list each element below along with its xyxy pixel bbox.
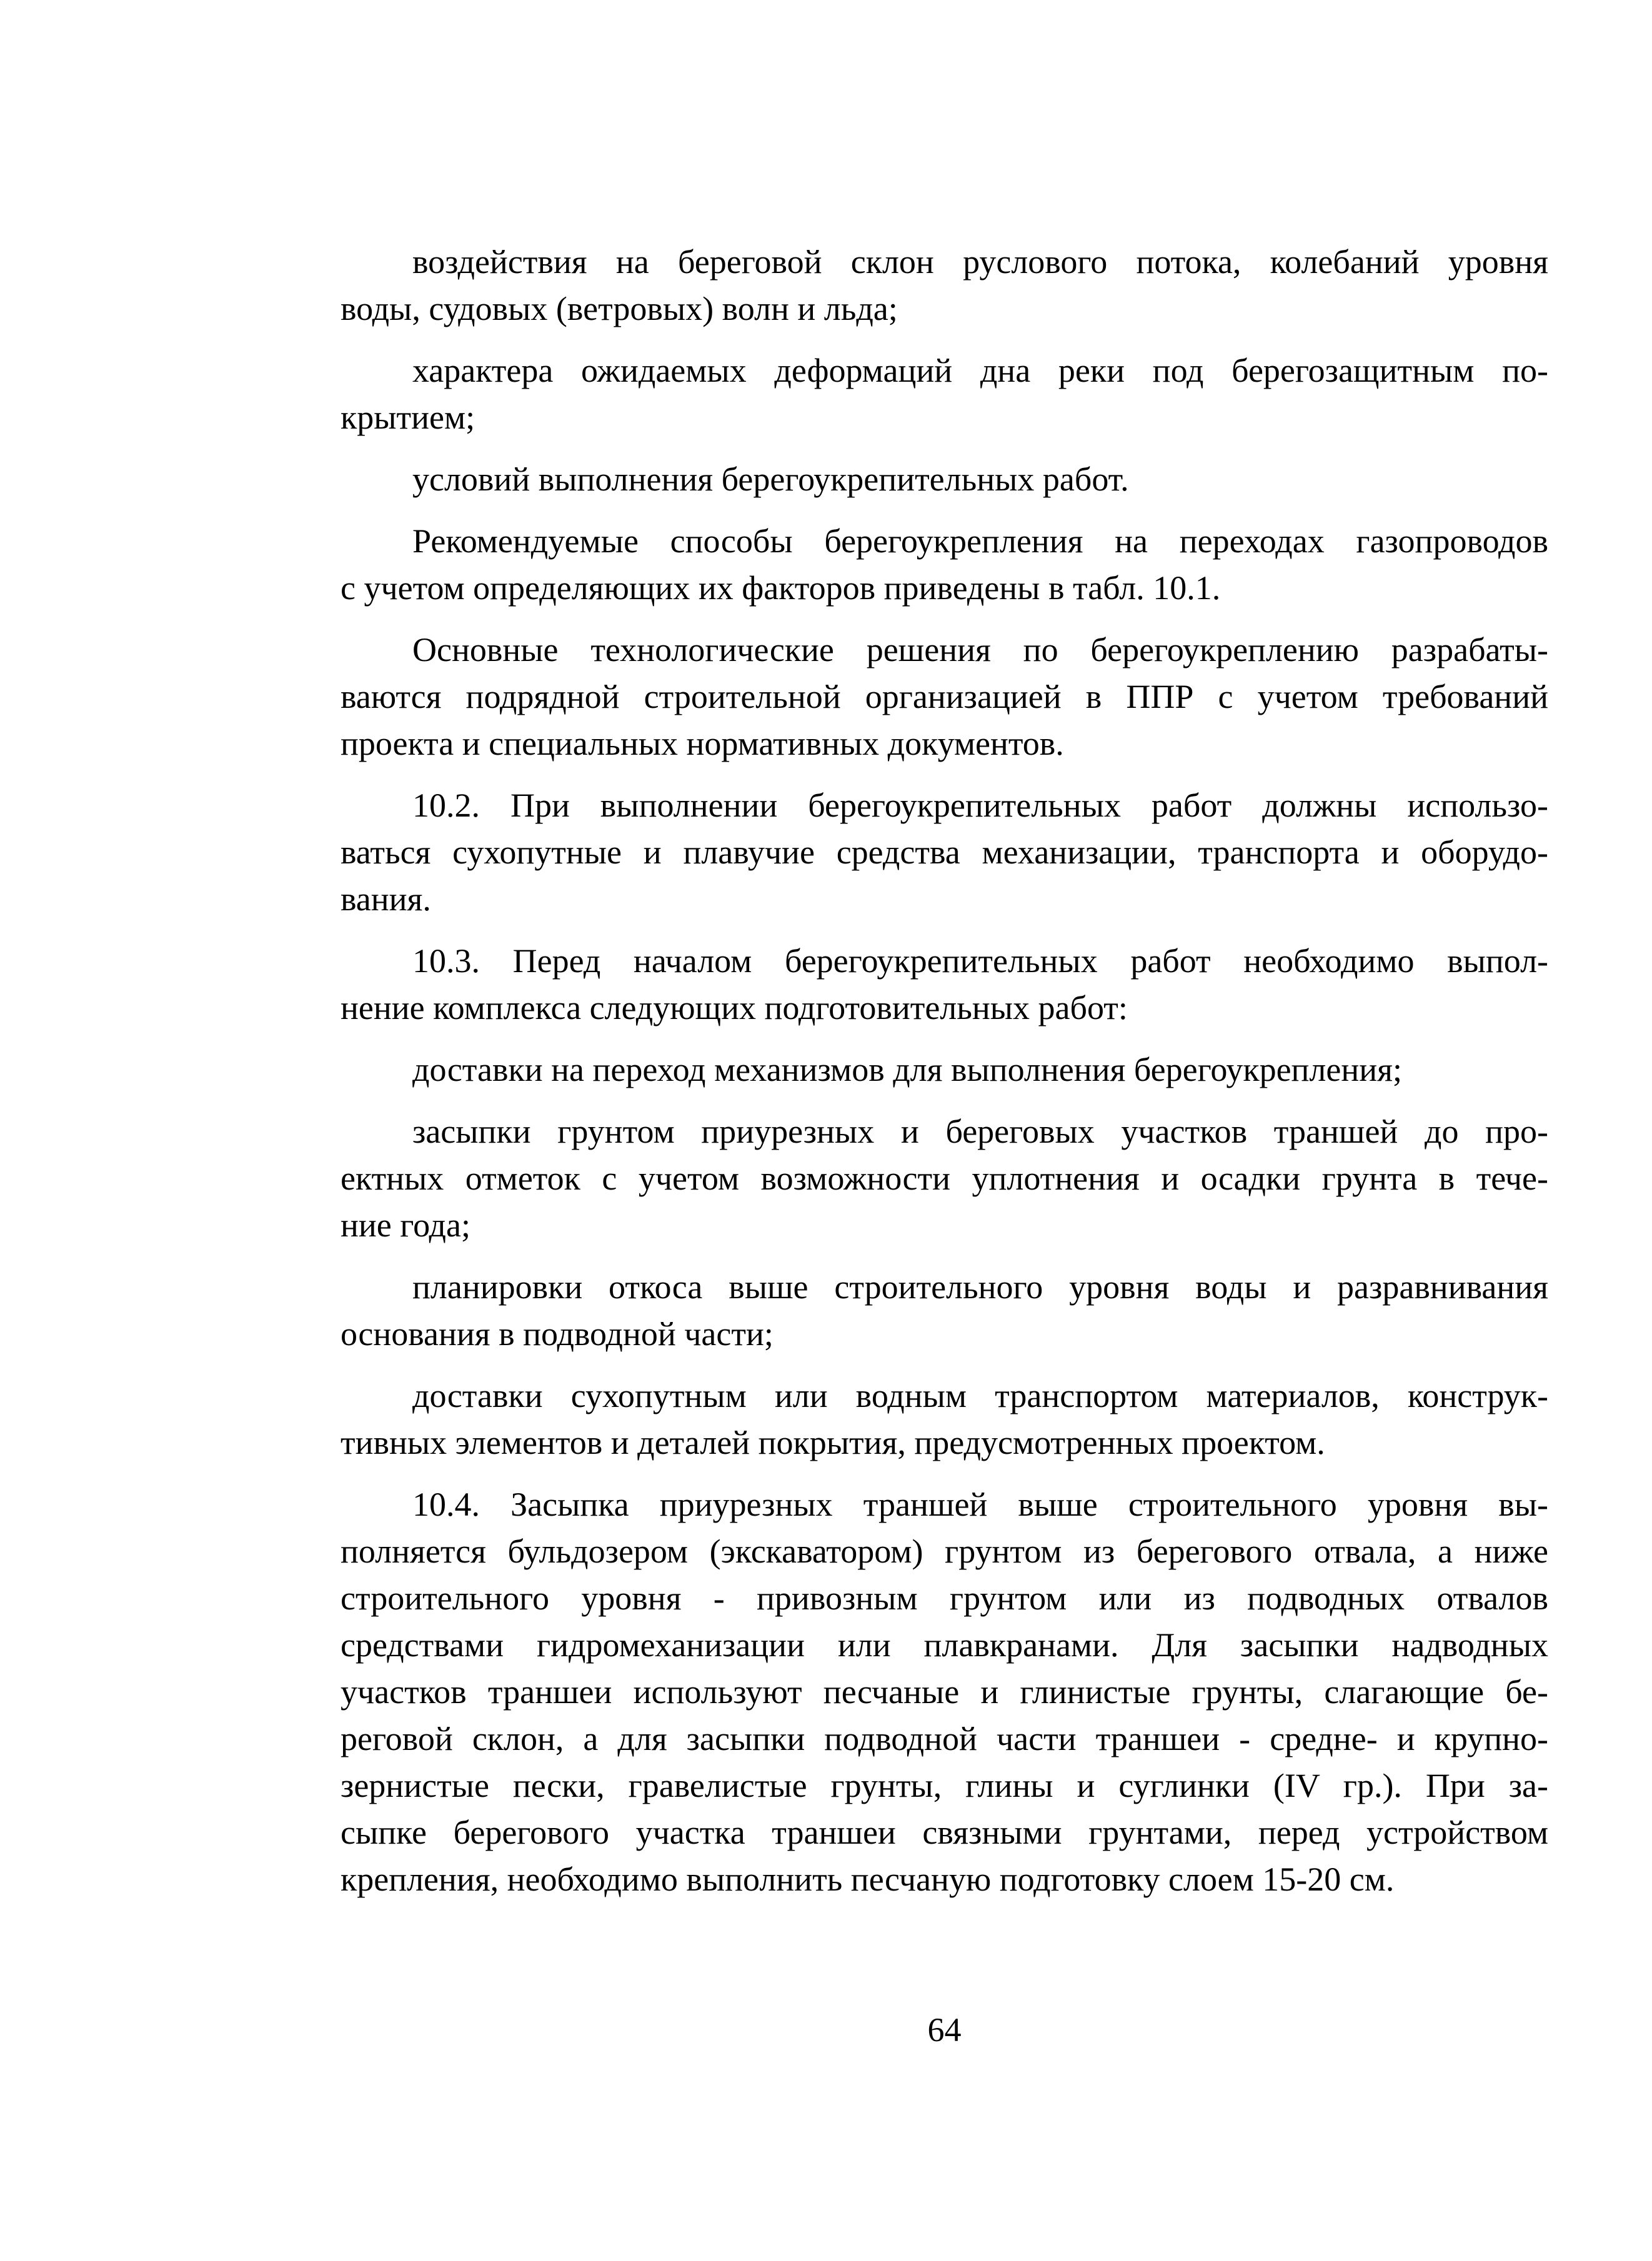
text-line-content: планировки откоса выше строительного уровня воды и разравнивания bbox=[412, 1268, 1548, 1306]
paragraph bbox=[341, 782, 1548, 923]
text-line bbox=[341, 1622, 1548, 1669]
text-line bbox=[341, 456, 1548, 503]
text-line bbox=[341, 1575, 1548, 1622]
text-line-content: доставки сухопутным или водным транспортом материалов, конструк- bbox=[412, 1377, 1548, 1414]
text-line-content: нение комплекса следующих подготовительных работ: bbox=[341, 989, 1128, 1026]
text-line-content: ваются подрядной строительной организацией в ППР с учетом требований bbox=[341, 678, 1548, 715]
text-line-content: основания в подводной части; bbox=[341, 1315, 774, 1353]
text-line-content: ние года; bbox=[341, 1206, 470, 1244]
text-line bbox=[341, 1202, 1548, 1249]
paragraph bbox=[341, 518, 1548, 612]
text-line bbox=[341, 1046, 1548, 1093]
text-line-content: проекта и специальных нормативных документов. bbox=[341, 725, 1064, 762]
paragraph bbox=[341, 239, 1548, 332]
text-line bbox=[341, 627, 1548, 673]
text-line bbox=[341, 1669, 1548, 1716]
text-line bbox=[341, 1311, 1548, 1358]
text-line bbox=[341, 985, 1548, 1031]
text-block bbox=[341, 239, 1548, 1918]
text-line bbox=[341, 1373, 1548, 1419]
text-line-content: полняется бульдозером (экскаватором) грунтом из берегового отвала, а ниже bbox=[341, 1533, 1548, 1570]
paragraph bbox=[341, 1481, 1548, 1903]
text-line-content: 10.3. Перед началом берегоукрепительных работ необходимо выпол- bbox=[412, 942, 1548, 980]
text-line-content: участков траншеи используют песчаные и глинистые грунты, слагающие бе- bbox=[341, 1673, 1548, 1711]
text-line bbox=[341, 394, 1548, 441]
text-line bbox=[341, 1419, 1548, 1466]
text-line bbox=[341, 938, 1548, 985]
text-line-content: воздействия на береговой склон руслового потока, колебаний уровня bbox=[412, 243, 1548, 281]
text-line-content: засыпки грунтом приурезных и береговых участков траншей до про- bbox=[412, 1113, 1548, 1150]
text-line-content: вания. bbox=[341, 880, 431, 918]
paragraph bbox=[341, 1373, 1548, 1466]
text-line bbox=[341, 239, 1548, 286]
text-line-content: Основные технологические решения по берегоукреплению разрабаты- bbox=[412, 631, 1548, 668]
text-line-content: крытием; bbox=[341, 399, 475, 436]
text-line-content: 10.4. Засыпка приурезных траншей выше строительного уровня вы- bbox=[412, 1486, 1548, 1523]
text-line-content: строительного уровня - привозным грунтом или из подводных отвалов bbox=[341, 1579, 1548, 1617]
text-line bbox=[341, 1108, 1548, 1155]
text-line bbox=[341, 1264, 1548, 1311]
paragraph bbox=[341, 1264, 1548, 1358]
text-line-content: зернистые пески, гравелистые грунты, глины и суглинки (IV гр.). При за- bbox=[341, 1767, 1548, 1804]
paragraph bbox=[341, 627, 1548, 767]
text-line bbox=[341, 1155, 1548, 1202]
text-line bbox=[341, 1528, 1548, 1575]
text-line bbox=[341, 347, 1548, 394]
text-line-content: реговой склон, а для засыпки подводной части траншеи - средне- и крупно- bbox=[341, 1720, 1548, 1757]
text-line bbox=[341, 673, 1548, 720]
text-line bbox=[341, 829, 1548, 876]
text-line-content: характера ожидаемых деформаций дна реки под берегозащитным по- bbox=[412, 352, 1548, 389]
text-line bbox=[341, 782, 1548, 829]
text-line-content: тивных элементов и деталей покрытия, предусмотренных проектом. bbox=[341, 1424, 1325, 1461]
page-number: 64 bbox=[927, 2011, 962, 2049]
text-line bbox=[341, 1481, 1548, 1528]
text-line bbox=[341, 876, 1548, 923]
text-line-content: доставки на переход механизмов для выполнения берегоукрепления; bbox=[412, 1051, 1402, 1088]
text-line-content: Рекомендуемые способы берегоукрепления на переходах газопроводов bbox=[412, 522, 1548, 560]
text-line bbox=[341, 1716, 1548, 1762]
text-line-content: 10.2. При выполнении берегоукрепительных работ должны использо- bbox=[412, 787, 1548, 824]
text-line bbox=[341, 286, 1548, 332]
text-line bbox=[341, 1762, 1548, 1809]
text-line-content: с учетом определяющих их факторов приведены в табл. 10.1. bbox=[341, 569, 1221, 607]
text-line-content: крепления, необходимо выполнить песчаную подготовку слоем 15-20 см. bbox=[341, 1861, 1395, 1898]
paragraph bbox=[341, 456, 1548, 503]
text-line bbox=[341, 1809, 1548, 1856]
paragraph bbox=[341, 347, 1548, 441]
paragraph bbox=[341, 1108, 1548, 1249]
text-line bbox=[341, 565, 1548, 612]
text-line-content: ваться сухопутные и плавучие средства механизации, транспорта и оборудо- bbox=[341, 833, 1548, 871]
text-line bbox=[341, 518, 1548, 565]
text-line-content: ектных отметок с учетом возможности уплотнения и осадки грунта в тече- bbox=[341, 1160, 1548, 1197]
text-line-content: воды, судовых (ветровых) волн и льда; bbox=[341, 290, 898, 327]
paragraph bbox=[341, 938, 1548, 1031]
text-line bbox=[341, 720, 1548, 767]
paragraph bbox=[341, 1046, 1548, 1093]
text-line-content: условий выполнения берегоукрепительных работ. bbox=[412, 460, 1129, 498]
text-line-content: сыпке берегового участка траншеи связными грунтами, перед устройством bbox=[341, 1814, 1548, 1851]
text-line-content: средствами гидромеханизации или плавкранами. Для засыпки надводных bbox=[341, 1626, 1548, 1664]
text-line bbox=[341, 1856, 1548, 1903]
